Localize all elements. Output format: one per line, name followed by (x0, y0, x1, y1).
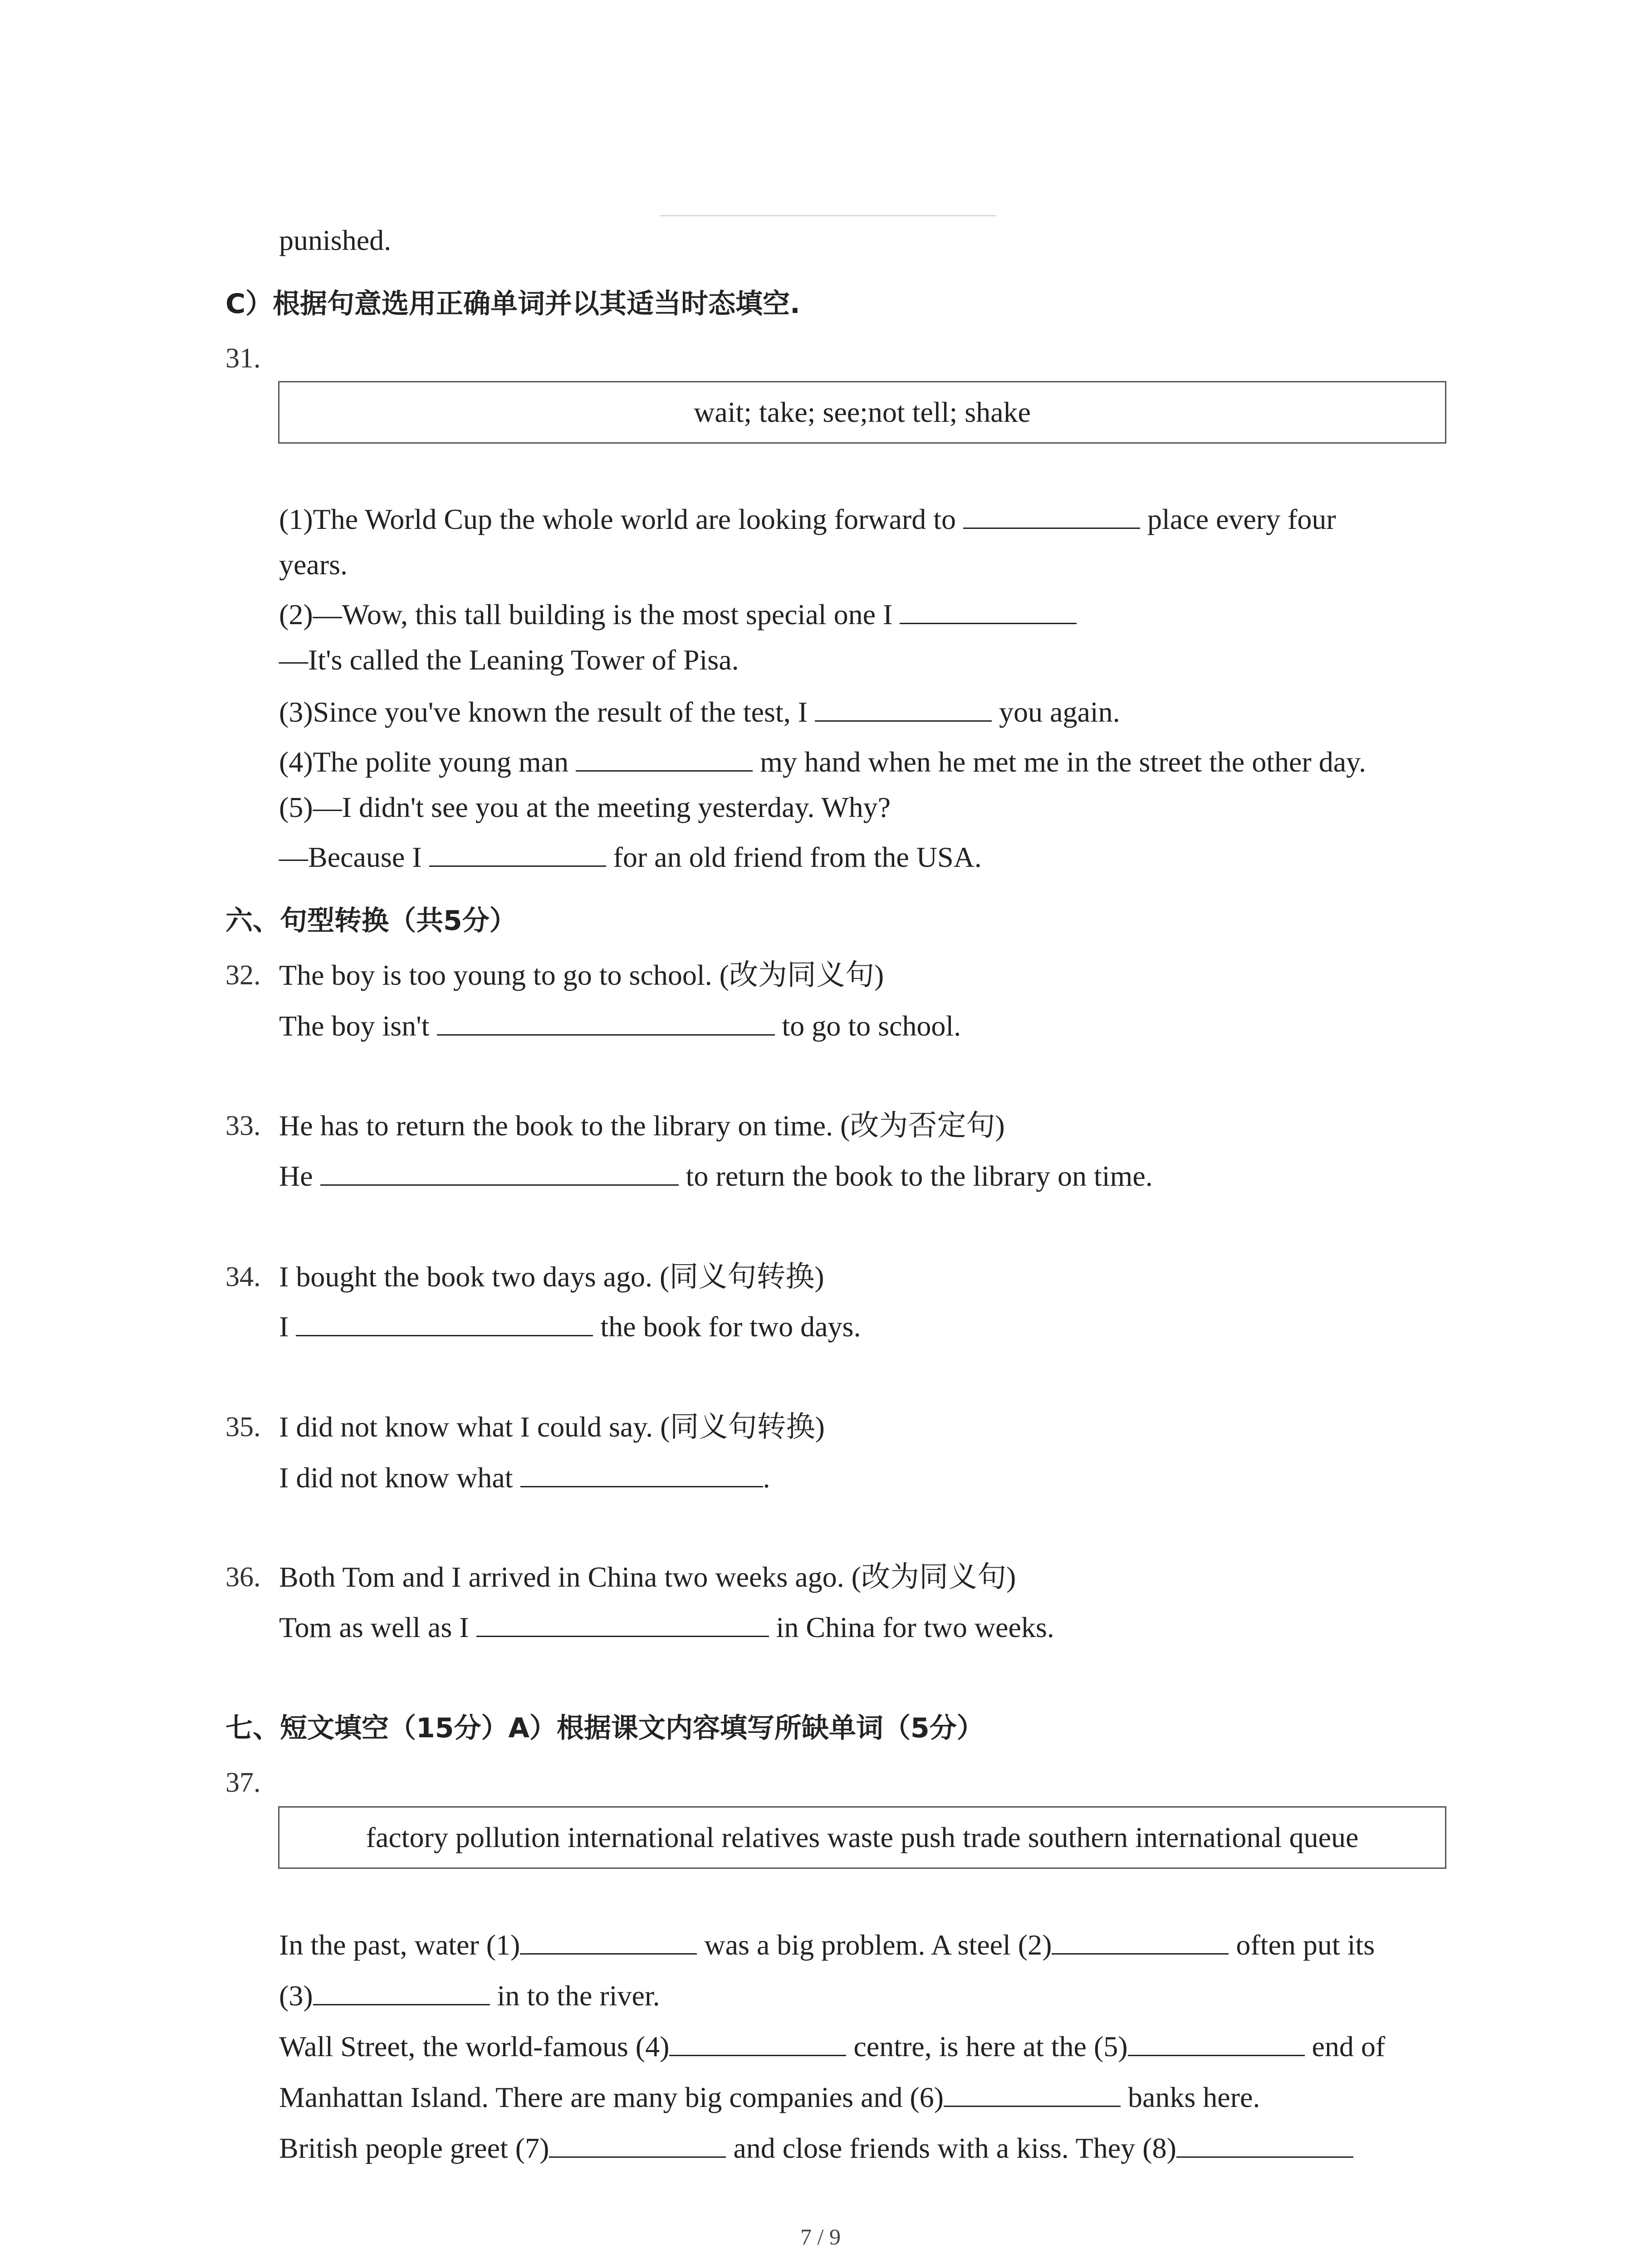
answer-blank[interactable] (944, 2080, 1121, 2107)
answer-prefix: I (279, 1310, 289, 1343)
item-4 (279, 744, 1366, 780)
answer-blank[interactable] (815, 695, 992, 722)
answer-line (279, 1460, 770, 1496)
passage-text: end of (1312, 2030, 1386, 2063)
answer-suffix: in China for two weeks. (776, 1611, 1054, 1643)
question-number: 36. (225, 1562, 261, 1593)
passage-line (279, 2028, 1385, 2065)
item-5: (5)—I didn't see you at the meeting yesterday. Why? (279, 791, 891, 823)
answer-blank[interactable] (476, 1610, 769, 1637)
page-number: 7 / 9 (800, 2224, 841, 2249)
word-box (278, 381, 1446, 444)
answer-blank[interactable] (320, 1159, 679, 1186)
item-text: (2)—Wow, this tall building is the most special one I (279, 598, 893, 631)
question-text: I did not know what I could say. (同义句转换) (279, 1411, 825, 1443)
word-box-text: factory pollution international relatives waste push trade southern international queue (366, 1821, 1359, 1853)
answer-line (279, 1309, 861, 1345)
answer-blank[interactable] (520, 1461, 763, 1487)
item-text: place every four (1147, 503, 1336, 535)
answer-blank[interactable] (963, 502, 1140, 529)
question-number: 35. (225, 1412, 261, 1442)
passage-line (279, 2079, 1260, 2116)
answer-blank[interactable] (669, 2029, 846, 2056)
passage-text: centre, is here at the (5) (853, 2030, 1128, 2063)
answer-suffix: . (763, 1461, 770, 1494)
passage-text: often put its (1236, 1929, 1375, 1961)
item-text: (4)The polite young man (279, 746, 569, 778)
answer-blank[interactable] (520, 1928, 697, 1955)
item-text: for an old friend from the USA. (613, 841, 982, 873)
passage-text: British people greet (7) (279, 2132, 549, 2164)
question-text: I bought the book two days ago. (同义句转换) (279, 1261, 824, 1293)
item-text: —Because I (279, 841, 422, 873)
answer-blank[interactable] (1128, 2029, 1305, 2056)
passage-line (279, 1978, 660, 2014)
question-number: 34. (225, 1261, 261, 1292)
answer-blank[interactable] (900, 597, 1077, 624)
answer-suffix: the book for two days. (600, 1310, 861, 1343)
question-number: 33. (225, 1110, 261, 1141)
passage-text: Manhattan Island. There are many big companies and (6) (279, 2081, 944, 2113)
item-5-reply (279, 839, 982, 875)
section-6-heading: 六、句型转换（共5分） (225, 905, 517, 937)
answer-line (279, 1008, 961, 1044)
item-1 (279, 501, 1336, 538)
word-box-text: wait; take; see;not tell; shake (694, 396, 1031, 428)
question-number: 32. (225, 960, 261, 991)
answer-blank[interactable] (1176, 2131, 1353, 2158)
item-text: (1)The World Cup the whole world are looking forward to (279, 503, 956, 535)
question-number: 37. (225, 1767, 261, 1798)
item-3 (279, 694, 1120, 730)
item-text: my hand when he met me in the street the other day. (760, 746, 1366, 778)
passage-line (279, 2130, 1353, 2166)
answer-blank[interactable] (429, 840, 606, 867)
section-7-heading: 七、短文填空（15分）A）根据课文内容填写所缺单词（5分） (225, 1712, 984, 1744)
answer-suffix: to go to school. (782, 1010, 961, 1042)
passage-line (279, 1927, 1375, 1963)
passage-text: was a big problem. A steel (2) (704, 1929, 1052, 1961)
answer-blank[interactable] (549, 2131, 726, 2158)
item-2-reply: —It's called the Leaning Tower of Pisa. (279, 644, 739, 676)
passage-text: banks here. (1127, 2081, 1260, 2113)
question-text: He has to return the book to the library on time. (改为否定句) (279, 1110, 1005, 1142)
answer-blank[interactable] (576, 745, 753, 772)
passage-text: Wall Street, the world-famous (4) (279, 2030, 670, 2063)
section-c-heading: C）根据句意选用正确单词并以其适当时态填空. (225, 288, 800, 320)
answer-line (279, 1609, 1054, 1646)
answer-blank[interactable] (1052, 1928, 1229, 1955)
passage-text: (3) (279, 1980, 313, 2012)
answer-prefix: I did not know what (279, 1461, 513, 1494)
header-rule (660, 215, 996, 216)
answer-blank[interactable] (437, 1009, 775, 1036)
question-number: 31. (225, 343, 261, 374)
item-text: (3)Since you've known the result of the test, I (279, 696, 808, 728)
answer-blank[interactable] (296, 1310, 593, 1336)
answer-blank[interactable] (313, 1979, 490, 2005)
answer-suffix: to return the book to the library on time. (686, 1160, 1153, 1192)
question-text: The boy is too young to go to school. (改为同义句) (279, 959, 884, 991)
continuation-text: punished. (279, 224, 392, 256)
word-box (278, 1806, 1446, 1869)
answer-prefix: He (279, 1160, 313, 1192)
item-text: you again. (999, 696, 1120, 728)
answer-prefix: Tom as well as I (279, 1611, 469, 1643)
item-1-cont: years. (279, 548, 348, 581)
item-2 (279, 596, 1077, 633)
passage-text: In the past, water (1) (279, 1929, 520, 1961)
question-text: Both Tom and I arrived in China two weeks ago. (改为同义句) (279, 1561, 1016, 1593)
answer-prefix: The boy isn't (279, 1010, 430, 1042)
answer-line (279, 1158, 1153, 1194)
passage-text: and close friends with a kiss. They (8) (733, 2132, 1176, 2164)
passage-text: in to the river. (497, 1980, 660, 2012)
